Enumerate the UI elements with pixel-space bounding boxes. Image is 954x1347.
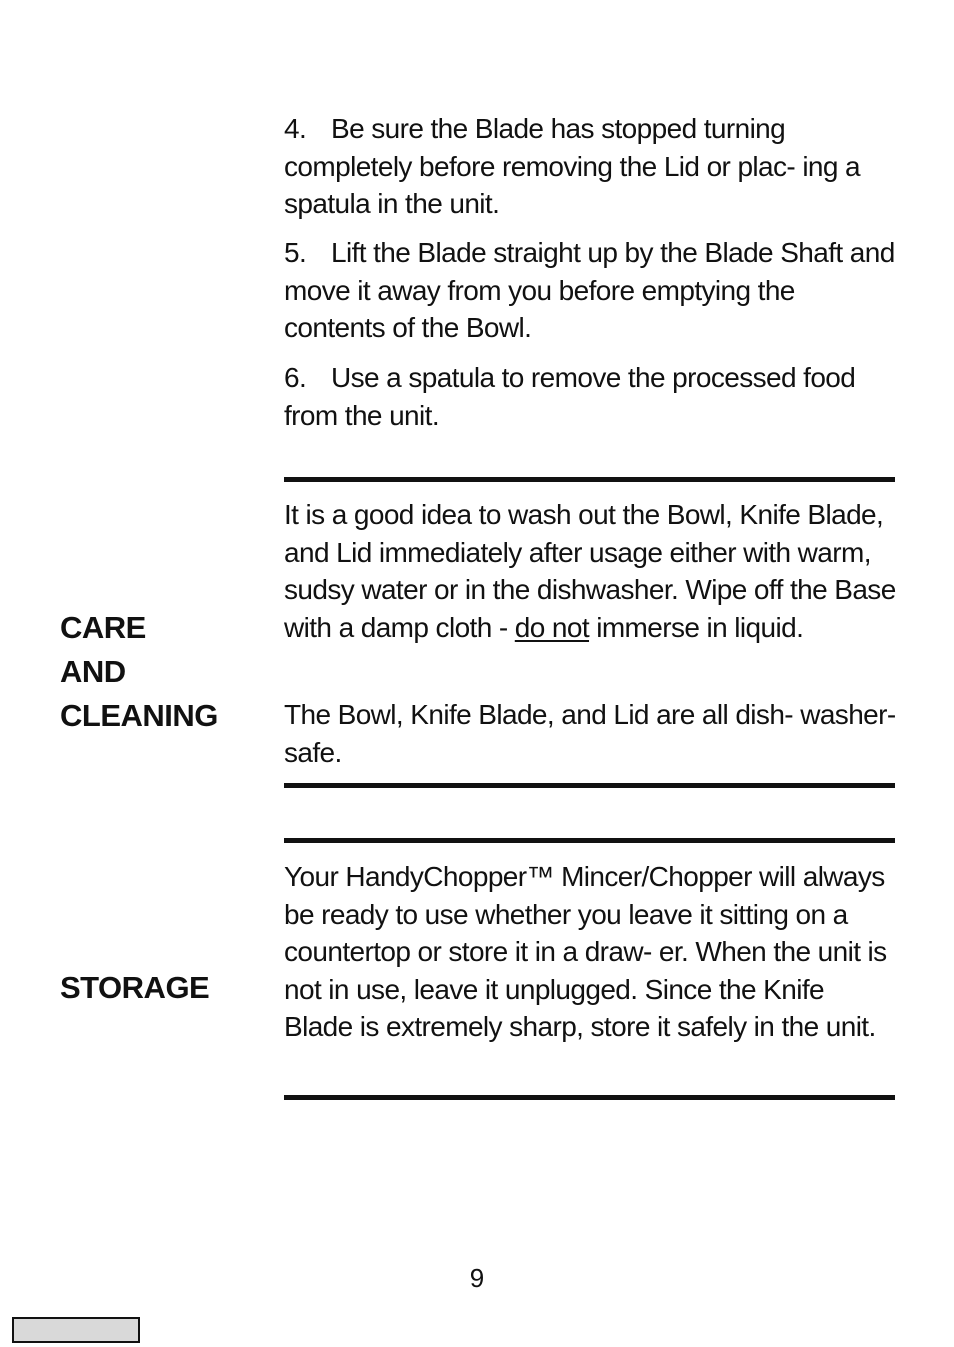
section-divider-top-care xyxy=(284,477,895,482)
step-4 xyxy=(284,110,899,223)
care-emphasis: do not xyxy=(514,611,590,643)
step-text: Use a spatula to remove the processed food from the unit. xyxy=(284,362,856,431)
section-divider-top-storage xyxy=(284,838,895,843)
care-text-end: immerse in liquid. xyxy=(589,611,804,643)
step-number: 6. xyxy=(284,362,307,393)
section-divider-bottom-care xyxy=(284,783,895,788)
page-number: 9 xyxy=(469,1263,485,1293)
heading-line: CARE xyxy=(60,610,146,645)
step-text: Be sure the Blade has stopped turning completely before removing the Lid or plac- ing a spatula in the unit. xyxy=(284,113,861,219)
step-5 xyxy=(284,234,899,347)
care-text: It is a good idea to wash out the Bowl, Knife Blade, and Lid immediately after usage either with warm, sudsy water or in the dishwasher. Wipe off the Base with a damp cloth - xyxy=(284,499,896,643)
step-text: Lift the Blade straight up by the Blade Shaft and move it away from you before emptying the contents of the Bowl. xyxy=(284,237,895,343)
step-number: 5. xyxy=(284,237,307,268)
step-6 xyxy=(284,359,899,434)
storage-heading: STORAGE xyxy=(60,970,210,1005)
care-paragraph-2: The Bowl, Knife Blade, and Lid are all dish- washer-safe. xyxy=(284,699,896,768)
storage-paragraph: Your HandyChopper™ Mincer/Chopper will always be ready to use whether you leave it sitting on a countertop or store it in a draw- er. When the unit is not in use, leave it unplugged. Since the Knife Blade is extremely sharp, store it safely in the unit. xyxy=(284,861,887,1042)
section-divider-bottom-storage xyxy=(284,1095,895,1100)
corner-marker-box xyxy=(12,1317,140,1343)
care-and-cleaning-heading xyxy=(60,606,218,738)
step-number: 4. xyxy=(284,113,307,144)
heading-line: CLEANING xyxy=(60,698,218,733)
care-paragraph-1 xyxy=(284,496,899,646)
heading-line: AND xyxy=(60,654,126,689)
